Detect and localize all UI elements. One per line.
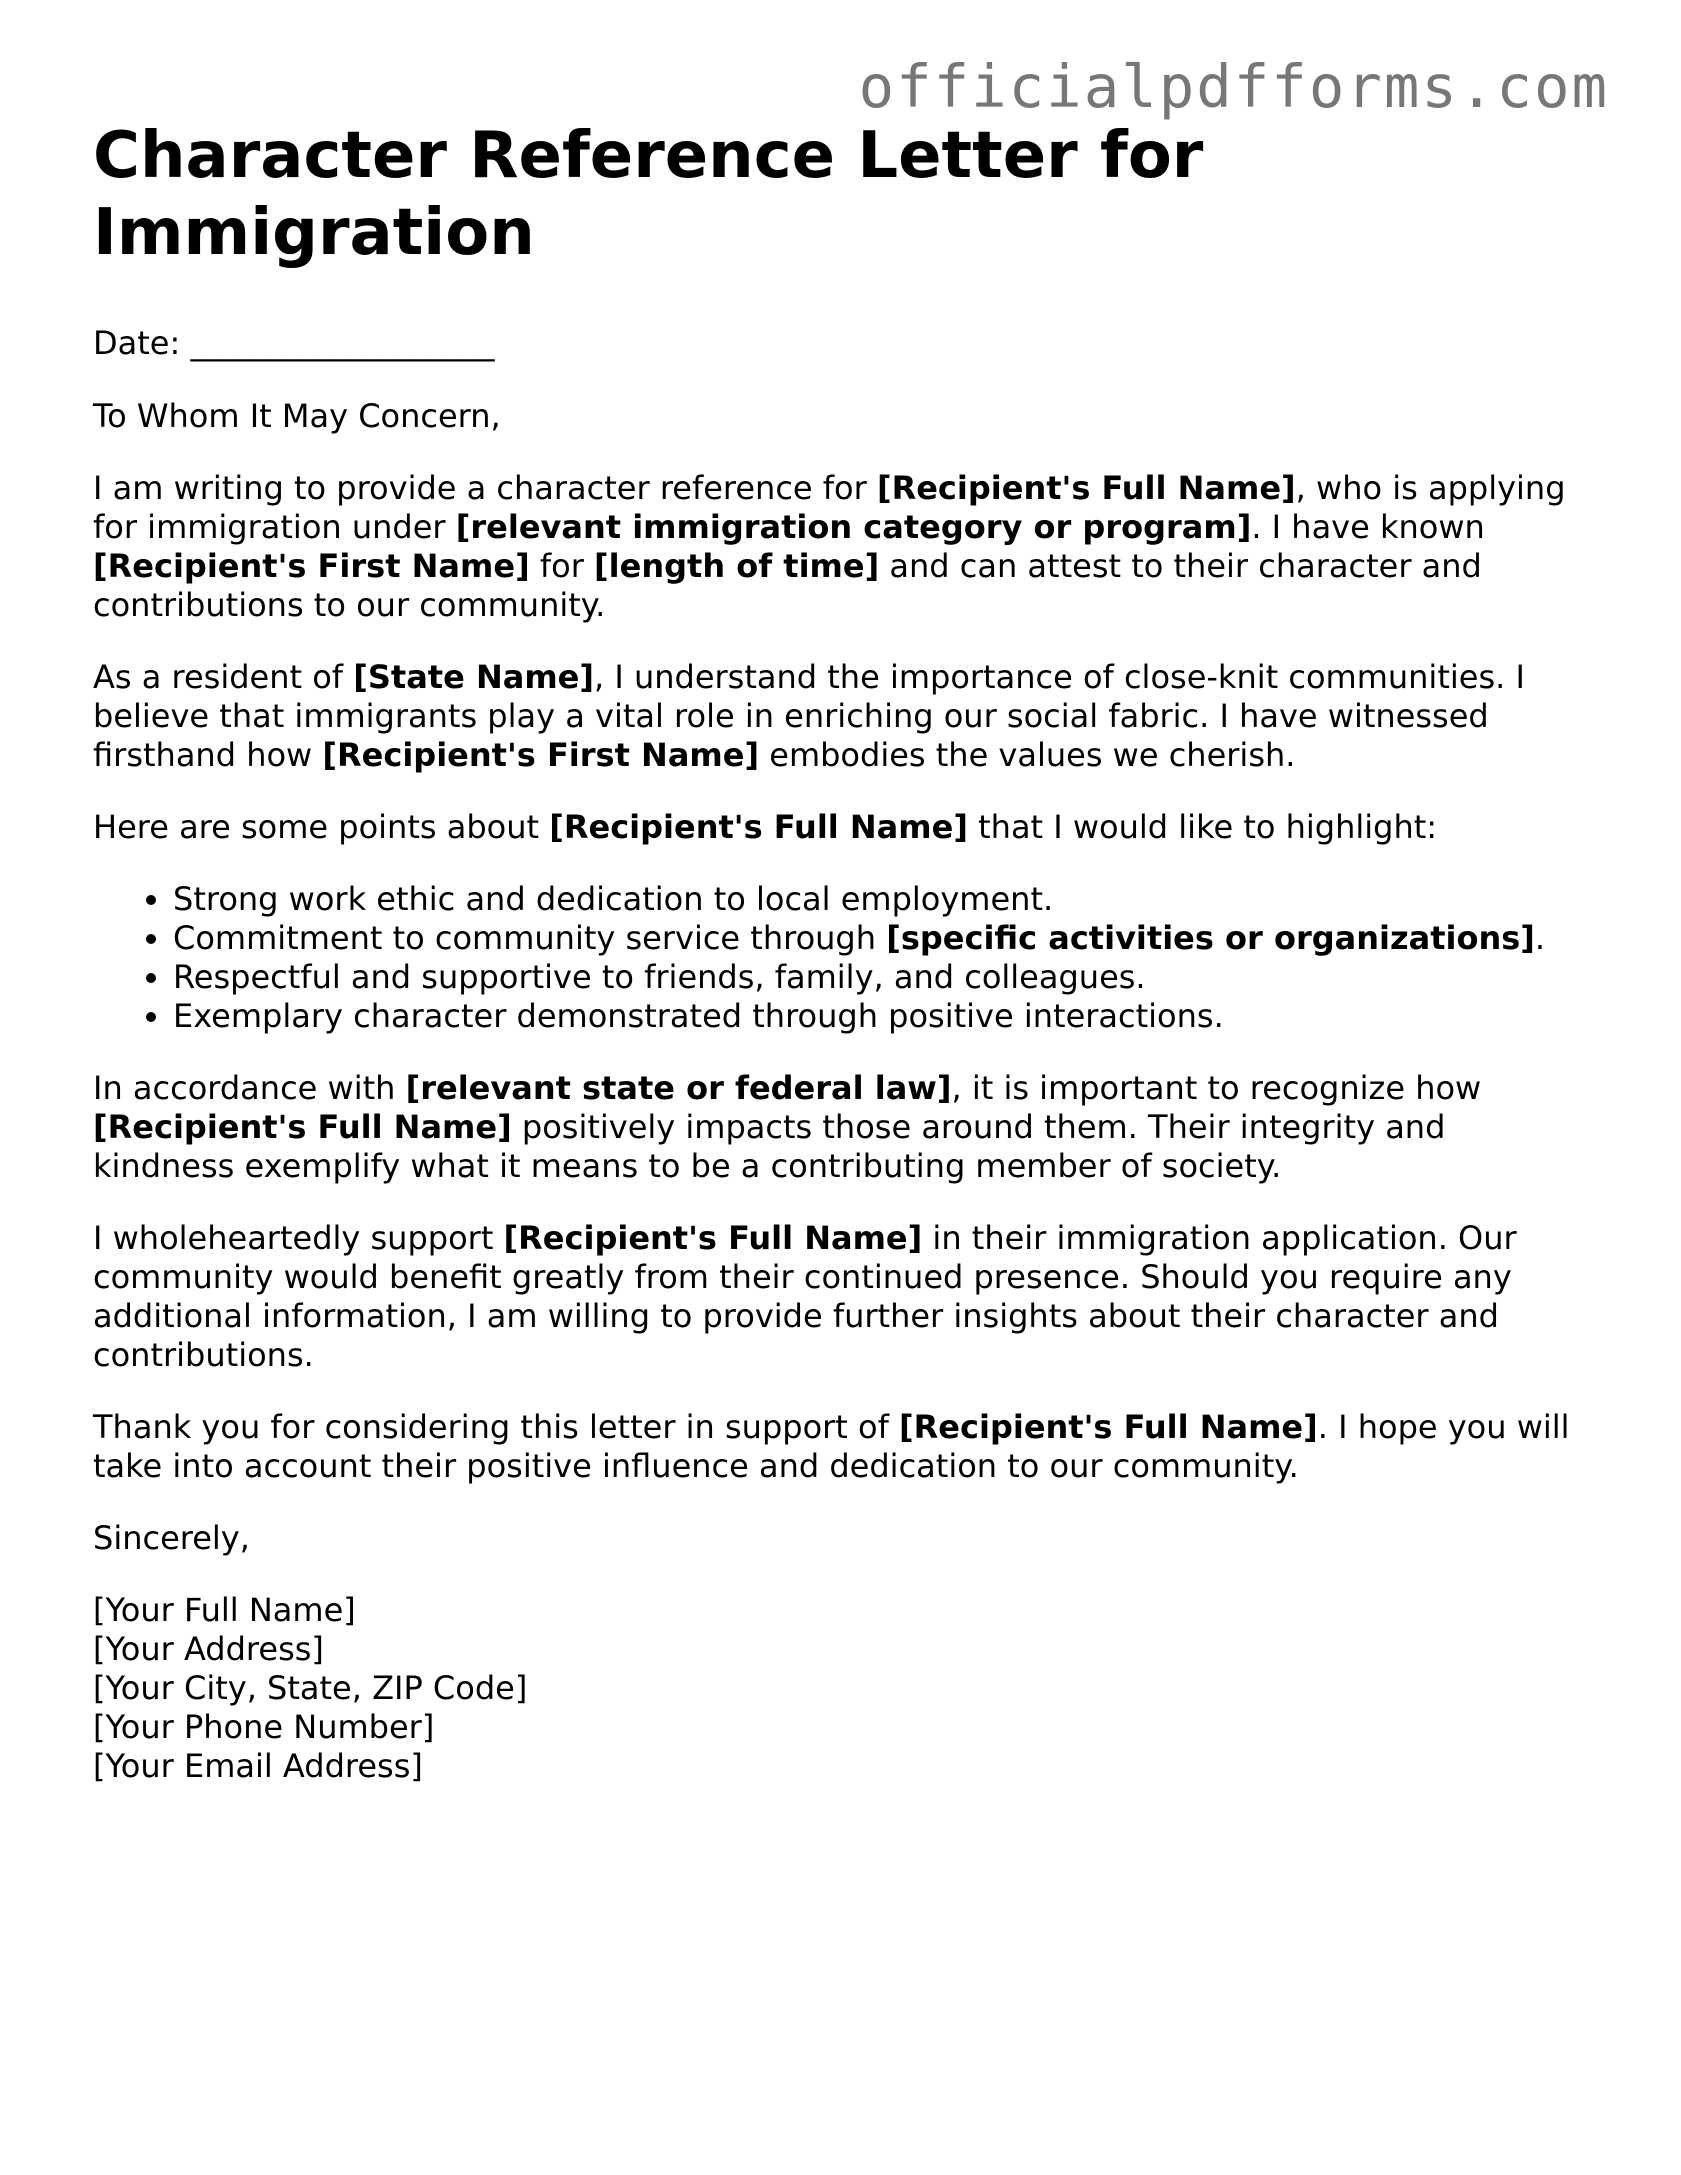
- text: , it is important to recognize how: [951, 1069, 1482, 1107]
- signature-city-state-zip: [Your City, State, ZIP Code]: [93, 1669, 528, 1707]
- list-item: • Strong work ethic and dedication to local employment.: [173, 880, 1593, 919]
- text: that I would like to highlight:: [967, 808, 1438, 846]
- placeholder-recipient-full-name: [Recipient's Full Name]: [549, 808, 968, 846]
- watermark: officialpdfforms.com: [858, 52, 1609, 121]
- signature-phone: [Your Phone Number]: [93, 1708, 435, 1746]
- text: and can attest to their character and contributions to our community.: [93, 547, 1482, 624]
- text: Thank you for considering this letter in support of: [93, 1408, 900, 1446]
- text: for: [529, 547, 595, 585]
- signature-email: [Your Email Address]: [93, 1747, 423, 1785]
- text: . I have known: [1251, 508, 1485, 546]
- paragraph-law: [93, 1069, 1593, 1186]
- signature-address: [Your Address]: [93, 1630, 324, 1668]
- placeholder-recipient-full-name: [Recipient's Full Name]: [876, 469, 1296, 507]
- signature-name: [Your Full Name]: [93, 1591, 356, 1629]
- text: .: [1534, 919, 1546, 957]
- text: in their immigration application. Our community would benefit greatly from their continued presence. Should you require any additional information, I am willing to provide further insights about their character and contributions.: [93, 1219, 1517, 1374]
- placeholder-recipient-first-name: [Recipient's First Name]: [322, 736, 760, 774]
- salutation: To Whom It May Concern,: [93, 397, 501, 435]
- date-line: [93, 324, 1593, 363]
- text: positively impacts those around them. Their integrity and kindness exemplify what it means to be a contributing member of society.: [93, 1108, 1446, 1185]
- page-title: Character Reference Letter for Immigration: [93, 119, 1204, 270]
- text: , who is applying for immigration under: [93, 469, 1566, 546]
- text: Here are some points about: [93, 808, 550, 846]
- closing: Sincerely,: [93, 1519, 250, 1557]
- text: As a resident of: [93, 658, 354, 696]
- placeholder-activities: [specific activities or organizations]: [886, 919, 1535, 957]
- placeholder-length-of-time: [length of time]: [594, 547, 880, 585]
- list-item: [173, 919, 1593, 958]
- list-item: • Exemplary character demonstrated through positive interactions.: [173, 997, 1593, 1036]
- placeholder-state-name: [State Name]: [353, 658, 594, 696]
- placeholder-recipient-full-name: [Recipient's Full Name]: [503, 1219, 923, 1257]
- highlights-list: [93, 880, 1593, 1036]
- list-item: • Respectful and supportive to friends, family, and colleagues.: [173, 958, 1593, 997]
- placeholder-recipient-full-name: [Recipient's Full Name]: [93, 1108, 512, 1146]
- paragraph-resident: [93, 658, 1593, 775]
- date-label: Date:: [93, 324, 181, 362]
- text: In accordance with: [93, 1069, 406, 1107]
- text: . I hope you will take into account their positive influence and dedication to our community.: [93, 1408, 1570, 1485]
- text: embodies the values we cherish.: [759, 736, 1296, 774]
- paragraph-points-intro: [93, 808, 1593, 847]
- signature-block: [93, 1591, 1593, 1786]
- date-blank: ___________________: [190, 324, 495, 362]
- placeholder-law: [relevant state or federal law]: [405, 1069, 952, 1107]
- paragraph-thanks: [93, 1408, 1593, 1486]
- paragraph-intro: [93, 469, 1593, 625]
- placeholder-recipient-full-name: [Recipient's Full Name]: [899, 1408, 1318, 1446]
- text: Commitment to community service through: [173, 919, 887, 957]
- text: I am writing to provide a character reference for: [93, 469, 877, 507]
- paragraph-support: [93, 1219, 1593, 1375]
- text: I wholeheartedly support: [93, 1219, 504, 1257]
- placeholder-immigration-category: [relevant immigration category or program]: [455, 508, 1252, 546]
- placeholder-recipient-first-name: [Recipient's First Name]: [93, 547, 530, 585]
- letter-document: [93, 118, 1593, 1786]
- text: , I understand the importance of close-knit communities. I believe that immigrants play a vital role in enriching our social fabric. I have witnessed firsthand how: [93, 658, 1525, 774]
